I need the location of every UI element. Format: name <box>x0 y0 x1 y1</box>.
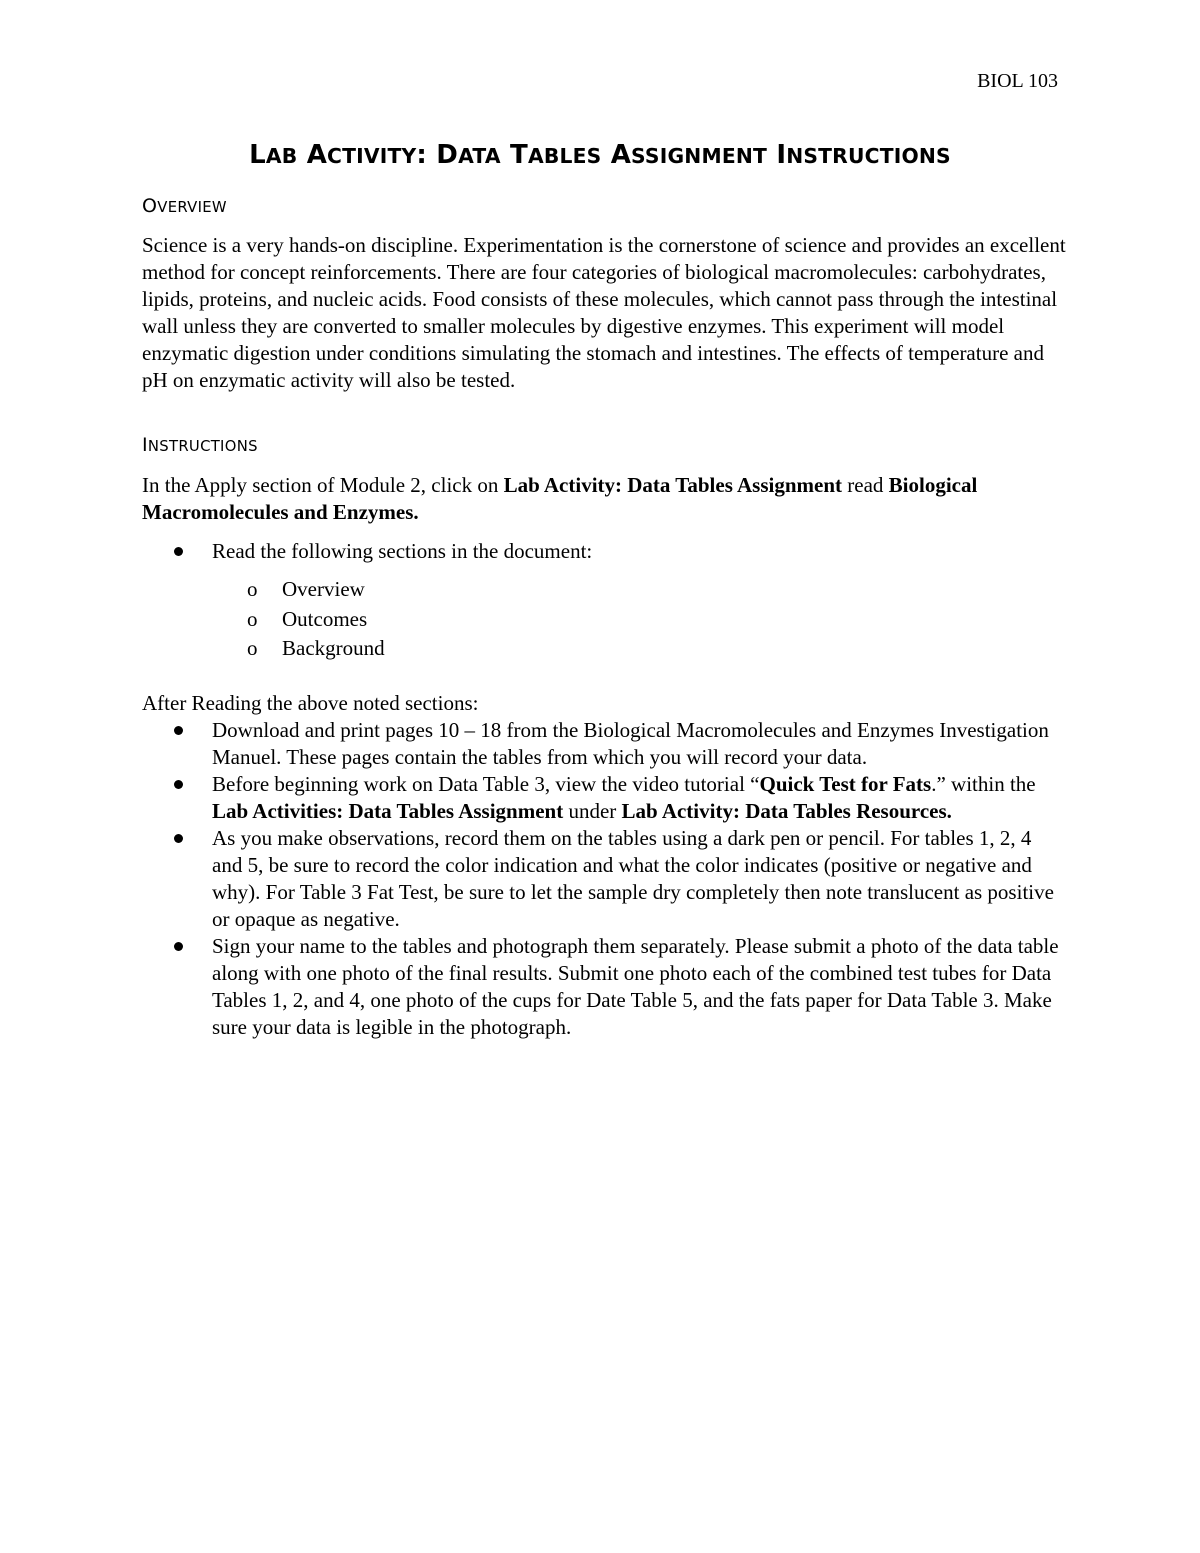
list-item: o Overview <box>142 575 385 605</box>
sub-bullet-icon: o <box>247 636 258 660</box>
steps-bullet-list <box>142 717 1060 1041</box>
list-item: Sign your name to the tables and photograph them separately. Please submit a photo of the data table along with one photo of the final results. Submit one photo each of the combined test tubes for Data Tables 1, 2, and 4, one photo of the cups for Date Table 5, and the fats paper for Data Table 3. Make sure your data is legible in the photograph. <box>142 933 1060 1041</box>
read-bullet-list <box>142 538 1060 565</box>
sub-bullet-icon: o <box>247 577 258 601</box>
bullet-icon <box>174 780 183 789</box>
list-item: o Background <box>142 634 385 664</box>
bullet-icon <box>174 726 183 735</box>
list-item: As you make observations, record them on the tables using a dark pen or pencil. For tables 1, 2, 4 and 5, be sure to record the color indication and what the color indicates (positive or negative and why). For Table 3 Fat Test, be sure to let the sample dry completely then note translucent as positive or opaque as negative. <box>142 825 1060 933</box>
bullet-icon <box>174 547 183 556</box>
list-item: Download and print pages 10 – 18 from the Biological Macromolecules and Enzymes Investigation Manuel. These pages contain the tables from which you will record your data. <box>142 717 1060 771</box>
page-title: LAB ACTIVITY: DATA TABLES ASSIGNMENT INSTRUCTIONS <box>249 140 951 170</box>
instructions-heading: INSTRUCTIONS <box>142 434 258 456</box>
list-item: Read the following sections in the document: <box>142 538 1060 565</box>
overview-heading: OVERVIEW <box>142 195 227 217</box>
overview-text: Science is a very hands-on discipline. Experimentation is the cornerstone of science and provides an excellent method for concept reinforcements. There are four categories of biological macromolecules: carbohydrates, lipids, proteins, and nucleic acids. Food consists of these molecules, which cannot pass through the intestinal wall unless they are converted to smaller molecules by digestive enzymes. This experiment will model enzymatic digestion under conditions simulating the stomach and intestines. The effects of temperature and pH on enzymatic activity will also be tested. <box>142 233 1066 392</box>
list-item: Before beginning work on Data Table 3, view the video tutorial “Quick Test for Fats.” within the Lab Activities: Data Tables Assignment under Lab Activity: Data Tables Resources. <box>142 771 1060 825</box>
instructions-intro: In the Apply section of Module 2, click on Lab Activity: Data Tables Assignment read Biological Macromolecules and Enzymes. <box>142 473 978 524</box>
bullet-icon <box>174 834 183 843</box>
bullet-icon <box>174 942 183 951</box>
after-reading-text: After Reading the above noted sections: <box>142 691 479 715</box>
list-item: o Outcomes <box>142 605 385 635</box>
course-code: BIOL 103 <box>977 70 1058 92</box>
sub-bullet-icon: o <box>247 606 258 631</box>
sections-sub-list <box>142 575 385 664</box>
